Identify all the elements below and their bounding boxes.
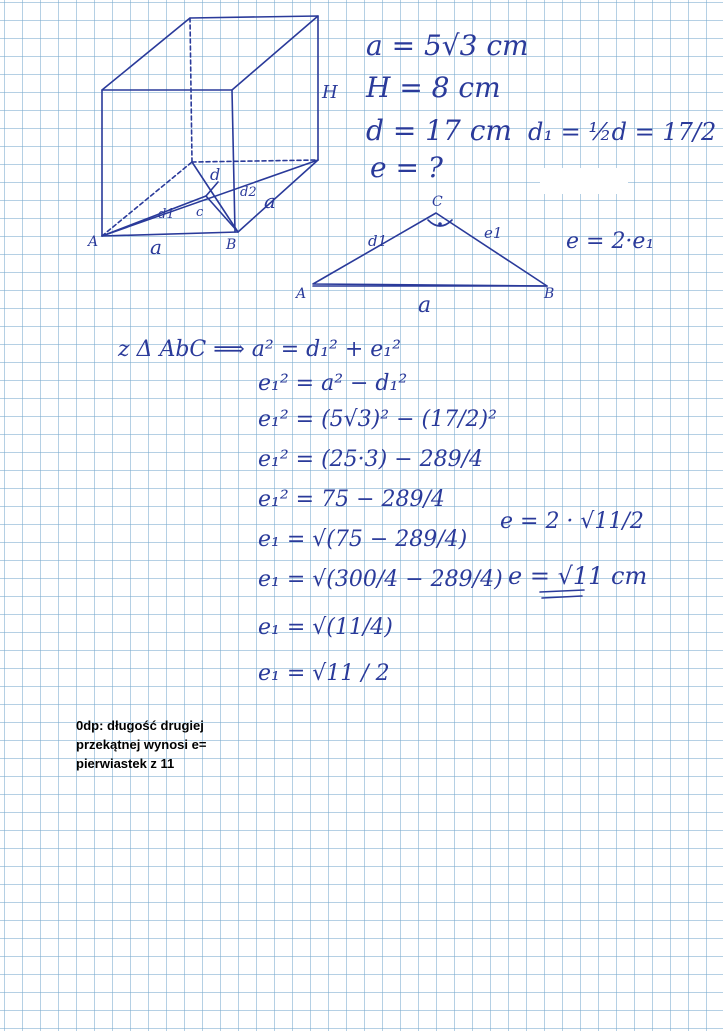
cuboid-label-d1: d1 bbox=[158, 207, 175, 222]
solution-line: e₁² = (25·3) − 289/4 bbox=[258, 447, 484, 472]
result-line: e = √11 cm bbox=[508, 562, 648, 590]
cuboid-label-H: H bbox=[322, 82, 338, 103]
given-a: a = 5√3 cm bbox=[366, 29, 529, 62]
cuboid-label-A: A bbox=[88, 234, 99, 250]
triangle-drawing bbox=[294, 194, 554, 318]
solution-line: e₁ = √(11/4) bbox=[258, 615, 393, 640]
cuboid-label-d: d bbox=[210, 165, 221, 184]
cuboid-label-B: B bbox=[226, 237, 237, 253]
given-d1: d₁ = ½d = 17/2 bbox=[528, 118, 717, 146]
solution-steps bbox=[117, 337, 503, 686]
given-e: e = ? bbox=[370, 151, 443, 184]
solution-line: e₁² = 75 − 289/4 bbox=[258, 487, 445, 512]
triangle-label-C: C bbox=[432, 194, 443, 210]
cuboid-drawing bbox=[86, 16, 338, 259]
solution-line: e₁² = (5√3)² − (17/2)² bbox=[258, 407, 497, 432]
result-underline bbox=[540, 590, 584, 592]
solution-line: e₁ = √11 / 2 bbox=[258, 661, 390, 686]
triangle-label-d1: d1 bbox=[368, 232, 388, 250]
solution-line: e₁² = a² − d₁² bbox=[258, 371, 408, 396]
result-underline bbox=[542, 596, 582, 598]
given-H: H = 8 cm bbox=[366, 71, 501, 104]
triangle-label-e1: e1 bbox=[484, 224, 503, 242]
eraser-patch bbox=[540, 168, 628, 194]
cuboid-label-c: c bbox=[196, 205, 204, 220]
given-d: d = 17 cm bbox=[366, 114, 512, 147]
answer-text: 0dp: długość drugiej przekątnej wynosi e= pierwiastek z 11 bbox=[76, 718, 207, 771]
triangle-label-a: a bbox=[418, 293, 432, 318]
result bbox=[500, 509, 647, 598]
relation-e-2e1: e = 2·e₁ bbox=[566, 229, 655, 254]
solution-line: e₁ = √(300/4 − 289/4) bbox=[258, 567, 503, 592]
triangle-label-A: A bbox=[296, 286, 307, 302]
result-line: e = 2 · √11/2 bbox=[500, 509, 644, 534]
triangle-label-B: B bbox=[544, 286, 555, 302]
solution-line: z Δ AbC ⟹ a² = d₁² + e₁² bbox=[118, 337, 401, 362]
solution-line: e₁ = √(75 − 289/4) bbox=[258, 527, 468, 552]
cuboid-label-d2: d2 bbox=[240, 185, 257, 200]
given-values bbox=[365, 29, 716, 184]
cuboid-label-a-side: a bbox=[264, 189, 276, 213]
cuboid-label-a-bottom: a bbox=[150, 235, 162, 259]
